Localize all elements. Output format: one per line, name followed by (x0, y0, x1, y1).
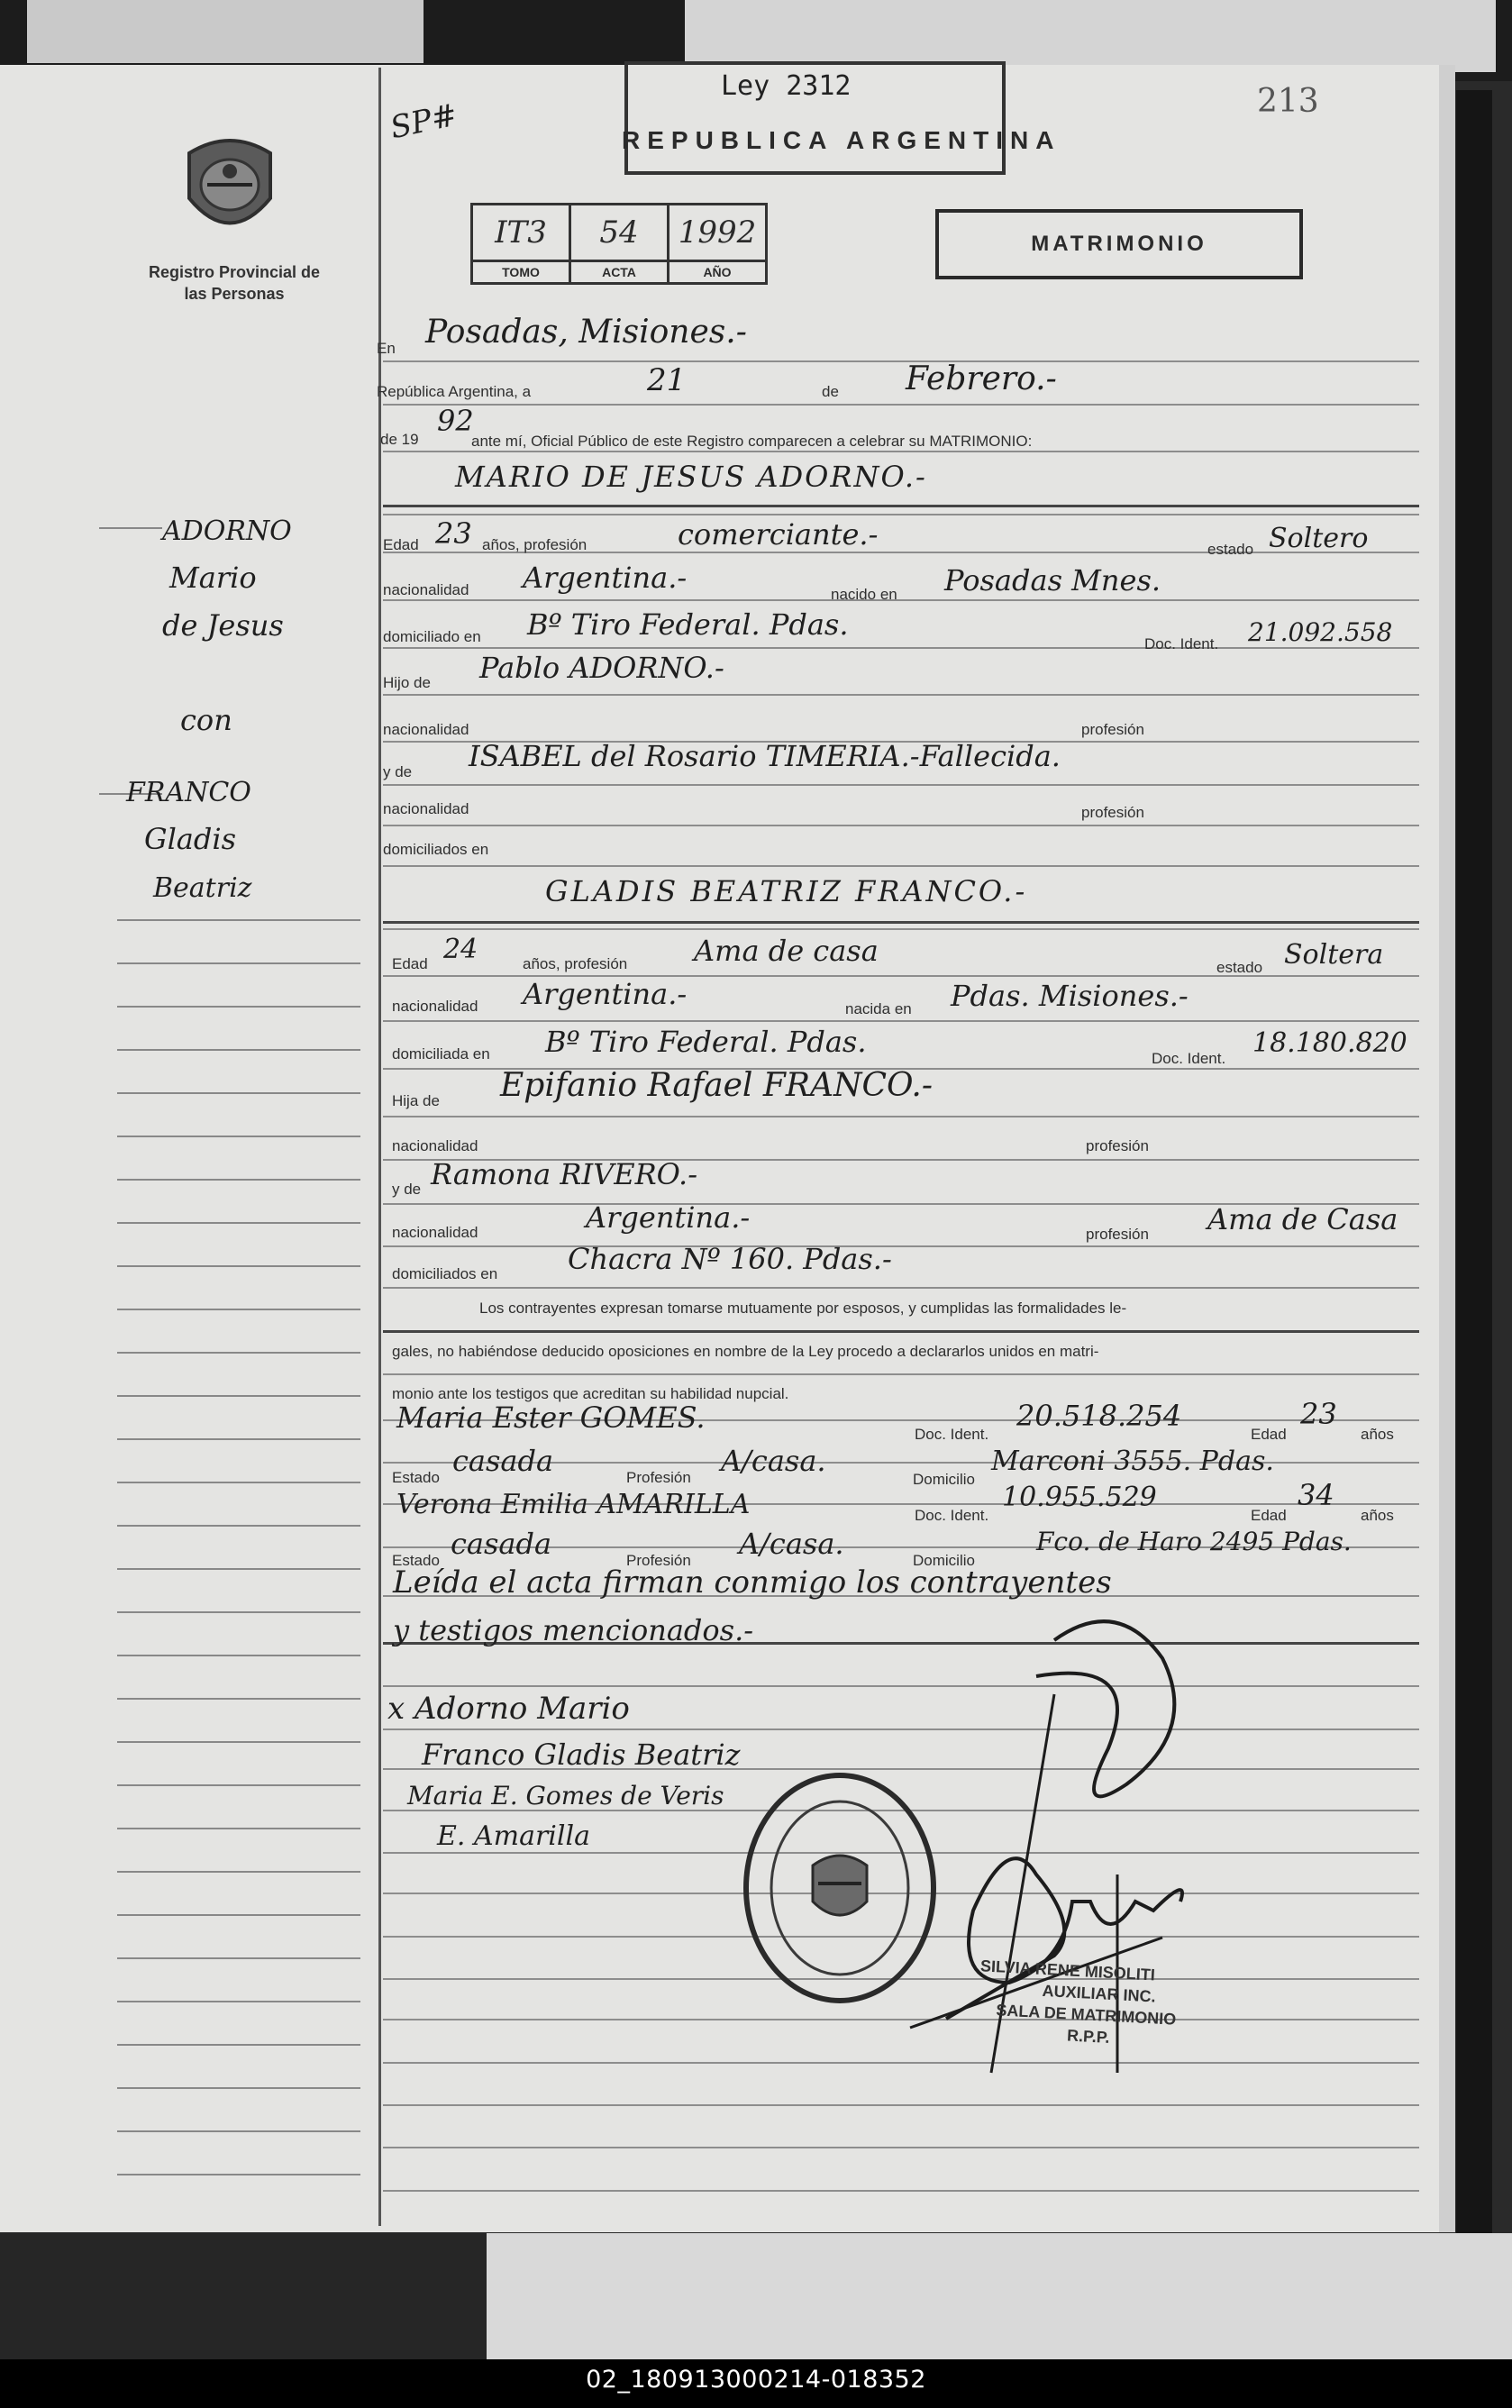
groom-mother: ISABEL del Rosario TIMERIA.-Fallecida. (469, 739, 1061, 773)
witness2-name: Verona Emilia AMARILLA (396, 1489, 751, 1520)
bride-doc-label: Doc. Ident. (1152, 1050, 1226, 1067)
margin-ruled-line (117, 1395, 360, 1397)
bride-mother: Ramona RIVERO.- (431, 1157, 698, 1191)
margin-ruled-line (117, 1611, 360, 1613)
margin-ruled-line (117, 1006, 360, 1008)
ruled-line (383, 505, 1419, 507)
en-label: En (377, 340, 396, 357)
bride-nat-label: nacionalidad (392, 998, 478, 1015)
ruled-line (383, 647, 1419, 649)
declaration-line-1: Los contrayentes expresan tomarse mutuamente por esposos, y cumplidas las formalidades le- (479, 1300, 1127, 1317)
margin-ruled-line (117, 1784, 360, 1786)
witness2-years-label: años (1361, 1507, 1394, 1524)
groom-age-label: Edad (383, 536, 419, 553)
bride-doc: 18.180.820 (1252, 1027, 1407, 1059)
groom-age: 23 (435, 516, 472, 551)
ruled-line (383, 1116, 1419, 1117)
country-title: REPUBLICA ARGENTINA (622, 126, 1061, 154)
witness1-doc-label: Doc. Ident. (915, 1426, 989, 1443)
bride-birthplace: Pdas. Misiones.- (951, 979, 1189, 1013)
margin-ruled-line (117, 1309, 360, 1310)
bride-mother-label: y de (392, 1181, 422, 1198)
bride-father-nat-label: nacionalidad (392, 1137, 478, 1154)
witness2-address: Fco. de Haro 2495 Pdas. (1036, 1527, 1352, 1556)
signature-witness1: Maria E. Gomes de Veris (407, 1781, 724, 1811)
witness2-doc: 10.955.529 (1002, 1482, 1157, 1513)
ruled-line (383, 784, 1419, 786)
groom-born-label: nacido en (831, 586, 897, 603)
signature-groom: x Adorno Mario (387, 1691, 630, 1727)
bride-profession: Ama de casa (694, 934, 879, 968)
provincial-seal-icon (180, 135, 279, 242)
witness1-doc: 20.518.254 (1016, 1399, 1182, 1433)
record-type-box: MATRIMONIO (935, 209, 1303, 279)
declaration-line-2: gales, no habiéndose deducido oposiciones en nombre de la Ley procedo a declararlos unidos en matri- (392, 1343, 1099, 1360)
margin-ruled-line (117, 1871, 360, 1873)
margin-ruled-line (117, 1049, 360, 1051)
margin-ruled-line (117, 1136, 360, 1137)
groom-profession: comerciante.- (678, 517, 879, 552)
republica-label: República Argentina, a (377, 383, 532, 400)
ruled-line (383, 451, 1419, 452)
margin-ruled-line (117, 1438, 360, 1440)
witness2-dom-label: Domicilio (913, 1552, 975, 1569)
corner-note: SP# (387, 96, 461, 147)
margin-surname-2: FRANCO (126, 777, 251, 808)
witness1-age: 23 (1300, 1397, 1337, 1431)
groom-father: Pablo ADORNO.- (479, 651, 724, 685)
witness2-state-label: Estado (392, 1552, 440, 1569)
witness2-profession: A/casa. (739, 1527, 844, 1561)
de-label: de (822, 383, 839, 400)
file-caption: 02_180913000214-018352 (586, 2366, 926, 2394)
ruled-line (383, 1373, 1419, 1375)
margin-ruled-line (117, 1352, 360, 1354)
ruled-line (383, 360, 1419, 362)
margin-ruled-line (117, 2174, 360, 2175)
bride-address: Bº Tiro Federal. Pdas. (545, 1025, 867, 1059)
tomo-value: IT3 (472, 205, 570, 261)
acta-label: ACTA (570, 261, 669, 284)
acta-value: 54 (570, 205, 669, 261)
signature-witness2: E. Amarilla (437, 1820, 590, 1852)
margin-ruled-line (117, 1698, 360, 1700)
bride-age-label: Edad (392, 955, 428, 972)
signature-bride: Franco Gladis Beatriz (422, 1738, 741, 1772)
witness2-state: casada (451, 1527, 552, 1561)
margin-ruled-line (117, 1655, 360, 1656)
groom-status: Soltero (1269, 523, 1369, 554)
ruled-line (383, 599, 1419, 601)
month-value: Febrero.- (906, 360, 1057, 397)
witness1-name: Maria Ester GOMES. (396, 1400, 706, 1435)
margin-ruled-line (117, 1482, 360, 1483)
bride-prof-label: años, profesión (523, 955, 628, 972)
intro-text: ante mí, Oficial Público de este Registro comparecen a celebrar su MATRIMONIO: (471, 433, 1033, 450)
ruled-line (383, 921, 1419, 924)
witness2-age-label: Edad (1251, 1507, 1287, 1524)
bride-mother-nat-label: nacionalidad (392, 1224, 478, 1241)
officer-title: AUXILIAR INC. (1042, 1981, 1157, 2006)
ruled-line (383, 1330, 1419, 1333)
groom-name: MARIO DE JESUS ADORNO.- (455, 460, 927, 494)
bride-mother-profession: Ama de Casa (1207, 1202, 1398, 1236)
year-value: 92 (437, 404, 474, 438)
groom-mother-prof-label: profesión (1081, 804, 1144, 821)
officer-stamp (977, 1955, 1180, 2051)
book-edge (1456, 90, 1492, 2244)
bride-parents-dom-label: domiciliados en (392, 1265, 498, 1282)
witness2-age: 34 (1298, 1478, 1334, 1512)
ruled-line (383, 1245, 1419, 1247)
margin-ruled-line (117, 1568, 360, 1570)
witness1-state-label: Estado (392, 1469, 440, 1486)
groom-doc-label: Doc. Ident. (1144, 635, 1219, 652)
bride-parents-address: Chacra Nº 160. Pdas.- (568, 1242, 892, 1276)
groom-address: Bº Tiro Federal. Pdas. (527, 607, 849, 642)
officer-registry: R.P.P. (1066, 2026, 1110, 2047)
bride-mother-nationality: Argentina.- (586, 1200, 751, 1235)
ruled-line (383, 694, 1419, 696)
ruled-line (383, 1020, 1419, 1022)
ruled-line (383, 404, 1419, 406)
tomo-label: TOMO (472, 261, 570, 284)
margin-surname-1: ADORNO (162, 515, 292, 547)
margin-ruled-line (117, 2044, 360, 2046)
ruled-line (383, 865, 1419, 867)
bride-status-label: estado (1216, 959, 1263, 976)
margin-ruled-line (117, 2001, 360, 2002)
margin-con: con (180, 703, 232, 737)
margin-dash (99, 527, 162, 529)
margin-ruled-line (117, 919, 360, 921)
margin-ruled-line (117, 1828, 360, 1829)
margin-name-2: Gladis (144, 822, 237, 856)
bride-status: Soltera (1284, 939, 1384, 971)
groom-doc: 21.092.558 (1248, 617, 1393, 647)
witness1-profession: A/casa. (721, 1444, 826, 1478)
place-value: Posadas, Misiones.- (425, 314, 747, 351)
groom-father-nat-label: nacionalidad (383, 721, 469, 738)
witness1-state: casada (452, 1444, 554, 1478)
witness1-years-label: años (1361, 1426, 1394, 1443)
groom-nat-label: nacionalidad (383, 581, 469, 598)
bride-father-prof-label: profesión (1086, 1137, 1149, 1154)
declaration-line-3: monio ante los testigos que acreditan su habilidad nupcial. (392, 1385, 789, 1402)
bride-age: 24 (443, 934, 478, 965)
margin-ruled-line (117, 1957, 360, 1959)
bride-born-label: nacida en (845, 1000, 912, 1017)
closing-line-2: y testigos mencionados.- (393, 1613, 754, 1647)
ano-value: 1992 (669, 205, 767, 261)
margin-name-2b: Beatriz (153, 872, 252, 904)
margin-ruled-line (117, 1741, 360, 1743)
officer-name: SILVIA RENE MISOLITI (979, 1957, 1156, 1984)
officer-office: SALA DE MATRIMONIO (995, 2001, 1177, 2029)
day-value: 21 (647, 362, 687, 398)
margin-ruled-line (117, 1222, 360, 1224)
groom-dom-label: domiciliado en (383, 628, 481, 645)
ruled-line (383, 1287, 1419, 1289)
witness2-prof-label: Profesión (626, 1552, 691, 1569)
ruled-line (383, 2147, 1419, 2148)
page-number: 213 (1257, 83, 1319, 120)
margin-ruled-line (117, 1092, 360, 1094)
bride-father: Epifanio Rafael FRANCO.- (500, 1067, 934, 1104)
margin-ruled-line (117, 2087, 360, 2089)
groom-nationality: Argentina.- (523, 561, 688, 595)
ruled-line (383, 514, 1419, 515)
background-paper-bottom (487, 2233, 1512, 2359)
margin-ruled-line (117, 1265, 360, 1267)
background-bottom (0, 2233, 1512, 2359)
witness1-prof-label: Profesión (626, 1469, 691, 1486)
groom-mother-nat-label: nacionalidad (383, 800, 469, 817)
bride-nationality: Argentina.- (523, 977, 688, 1011)
groom-parents-dom-label: domiciliados en (383, 841, 489, 858)
bride-mother-prof-label: profesión (1086, 1226, 1149, 1243)
closing-line-1: Leída el acta firman conmigo los contrayentes (393, 1564, 1112, 1601)
ruled-line (383, 825, 1419, 826)
margin-name-1: Mario (169, 561, 257, 595)
groom-birthplace: Posadas Mnes. (944, 563, 1161, 597)
groom-status-label: estado (1207, 541, 1254, 558)
margin-ruled-line (117, 1914, 360, 1916)
bride-dom-label: domiciliada en (392, 1045, 490, 1063)
witness1-address: Marconi 3555. Pdas. (991, 1446, 1274, 1477)
witness1-age-label: Edad (1251, 1426, 1287, 1443)
witness1-dom-label: Domicilio (913, 1471, 975, 1488)
tomo-acta-ano-table (470, 203, 768, 285)
margin-ruled-line (117, 2130, 360, 2132)
ruled-line (383, 2190, 1419, 2192)
groom-prof-label: años, profesión (482, 536, 587, 553)
margin-name-1b: de Jesus (162, 608, 284, 643)
margin-ruled-line (117, 962, 360, 964)
bride-father-label: Hija de (392, 1092, 440, 1109)
year-label: de 19 (380, 431, 419, 448)
bride-name: GLADIS BEATRIZ FRANCO.- (545, 874, 1028, 908)
groom-mother-label: y de (383, 763, 413, 780)
witness2-doc-label: Doc. Ident. (915, 1507, 989, 1524)
margin-ruled-line (117, 1525, 360, 1527)
registry-name: Registro Provincial de las Personas (148, 263, 321, 303)
groom-father-prof-label: profesión (1081, 721, 1144, 738)
ruled-line (383, 928, 1419, 930)
margin-ruled-line (117, 1179, 360, 1181)
ley-label: Ley 2312 (721, 70, 852, 102)
background-paper-left (27, 0, 424, 63)
groom-father-label: Hijo de (383, 674, 431, 691)
ano-label: AÑO (669, 261, 767, 284)
